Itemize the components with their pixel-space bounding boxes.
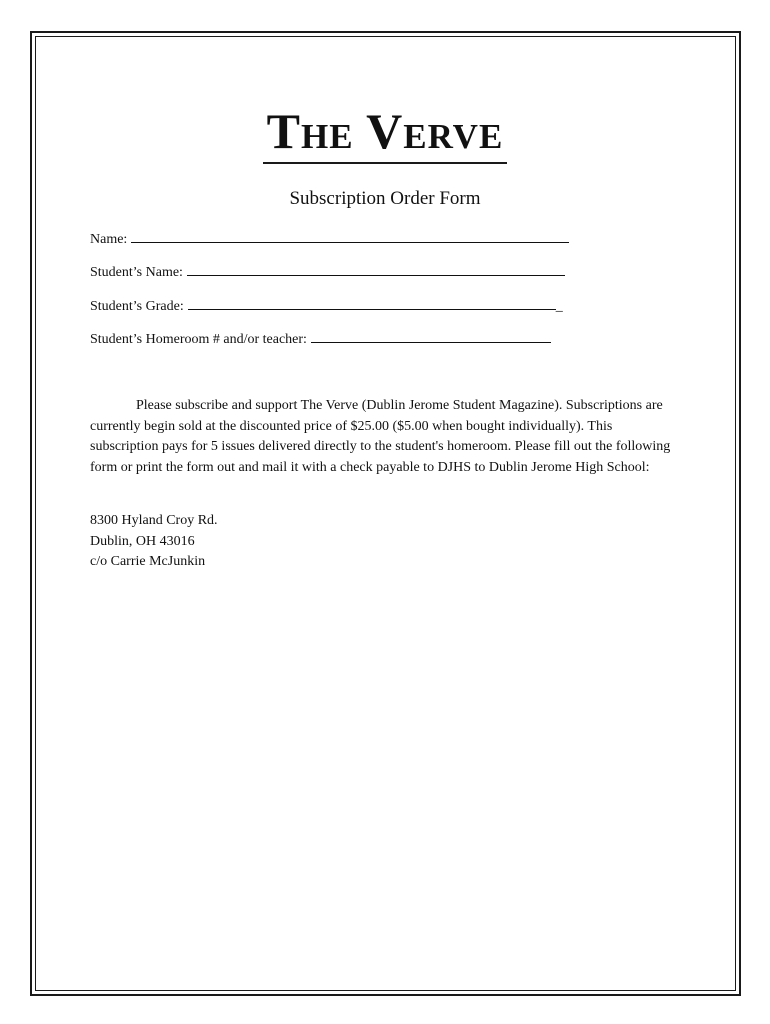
form-title: Subscription Order Form: [289, 188, 481, 209]
student-grade-field-label: Student’s Grade:: [90, 299, 184, 314]
name-field[interactable]: [90, 229, 569, 249]
student-name-field-label: Student’s Name:: [90, 265, 183, 280]
homeroom-field-line[interactable]: [311, 329, 551, 343]
masthead: [0, 104, 770, 164]
address-city: Dublin, OH 43016: [90, 533, 195, 549]
subscription-paragraph: Please subscribe and support The Verve (Dublin Jerome Student Magazine). Subscriptions are currently begin sold at the discounted price of $25.00 ($5.00 when bought individually). This subscription pays for 5 issues delivered directly to the student's homeroom. Please fill out the following form or print the form out and mail it with a check payable to DJHS to Dublin Jerome High School:: [90, 398, 671, 475]
student-grade-field[interactable]: [90, 296, 563, 316]
name-field-line[interactable]: [131, 229, 569, 243]
subscription-description: [90, 396, 675, 478]
student-grade-field-line[interactable]: [188, 296, 556, 310]
student-grade-field-suffix: _: [555, 299, 563, 314]
homeroom-field-label: Student’s Homeroom # and/or teacher:: [90, 332, 307, 347]
address-attention: c/o Carrie McJunkin: [90, 554, 206, 569]
address-street: 8300 Hyland Croy Rd.: [90, 513, 218, 528]
masthead-title: The Verve: [263, 104, 508, 164]
homeroom-field[interactable]: [90, 329, 551, 349]
name-field-label: Name:: [90, 232, 128, 247]
mailing-address: [90, 511, 218, 573]
student-name-field[interactable]: [90, 262, 565, 282]
student-name-field-line[interactable]: [187, 262, 565, 276]
